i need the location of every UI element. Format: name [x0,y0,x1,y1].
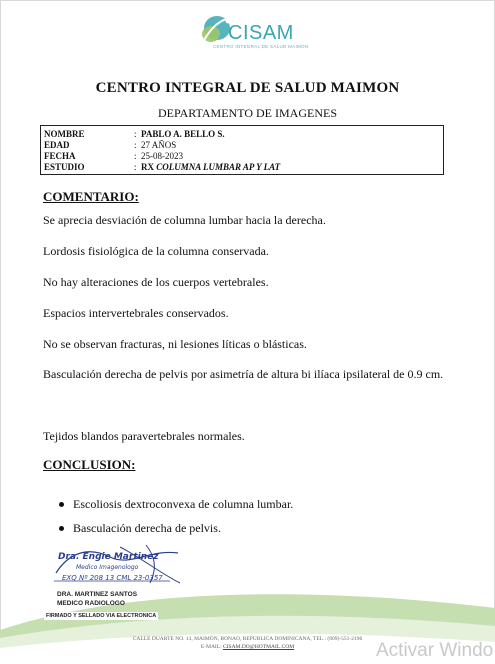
comment-paragraph: Tejidos blandos paravertebrales normales. [43,429,245,443]
study-date: 25-08-2023 [141,151,183,161]
comment-paragraph: No hay alteraciones de los cuerpos vertebrales. [43,275,269,289]
comment-heading: COMENTARIO: [43,189,139,204]
stamp-name: Dra. Engie Martinez [58,552,159,562]
email-label: E-MAIL: [200,644,222,650]
comment-paragraph: Se aprecia desviación de columna lumbar hacia la derecha. [43,213,326,227]
conclusion-item [43,520,293,544]
study-name [141,162,280,172]
comment-paragraph: Lordosis fisiológica de la columna conservada. [43,244,269,258]
patient-age: 27 AÑOS [141,140,177,150]
info-colon: : [134,140,137,150]
bullet-icon [59,502,64,507]
activation-watermark: Activar Windo [376,640,494,661]
study-description: COLUMNA LUMBAR AP Y LAT [156,162,281,172]
conclusion-list [43,496,293,544]
logo-name: CISAM [228,22,294,44]
conclusion-item-text: Escoliosis dextroconvexa de columna lumbar. [73,497,294,511]
conclusion-item-text: Basculación derecha de pelvis. [73,521,221,535]
conclusion-heading: CONCLUSION: [43,457,136,472]
info-label: FECHA [44,151,76,161]
stamp-exequatur: EXQ Nº 208 13 CML 23-0357 [62,574,163,582]
document-title: CENTRO INTEGRAL DE SALUD MAIMON [95,80,400,96]
stamp-role: Medico Imagenologo [76,564,139,571]
logo-subtitle: CENTRO INTEGRAL DE SALUD MAIMON [213,44,309,49]
conclusion-item [43,496,293,520]
info-label: ESTUDIO [44,162,85,172]
info-label: EDAD [44,140,70,150]
study-prefix: RX [141,162,154,172]
patient-info-box [40,125,444,175]
signer-name: DRA. MARTINEZ SANTOS [57,591,138,598]
comment-paragraph: Espacios intervertebrales conservados. [43,306,229,320]
email-link[interactable]: CISAM.DO@HOTMAIL.COM [223,644,295,650]
signature-caption: FIRMADO Y SELLADO VIA ELECTRONICA [46,613,157,619]
department-title: DEPARTAMENTO DE IMAGENES [158,106,337,120]
bullet-icon [59,526,64,531]
comment-paragraph: Basculación derecha de pelvis por asimetría de altura bi ilíaca ipsilateral de 0.9 cm. [43,367,444,381]
patient-name: PABLO A. BELLO S. [141,129,225,139]
info-colon: : [134,129,137,139]
signer-role: MEDICO RADIOLOGO [57,600,125,607]
comment-paragraph: No se observan fracturas, ni lesiones líticas o blásticas. [43,337,307,351]
info-colon: : [134,162,137,172]
info-colon: : [134,151,137,161]
info-label: NOMBRE [44,129,85,139]
footer-address: CALLE DUARTE NO. 13, MAIMÓN, BONAO, REPUBLICA DOMINICANA, TEL.: (809)-551-2196 [132,636,363,642]
